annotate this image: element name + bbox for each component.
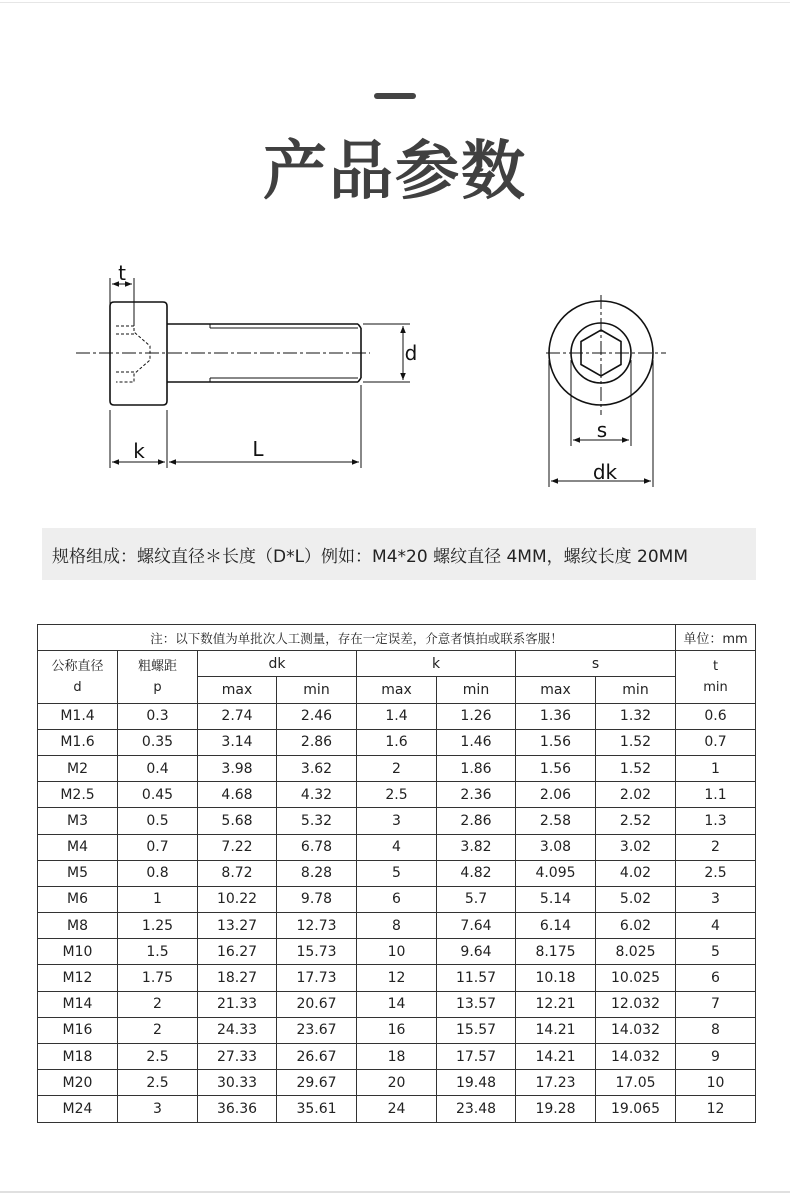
cell-s-min: 1.52 — [596, 729, 676, 755]
cell-size: M16 — [38, 1017, 118, 1043]
cell-k-min: 1.26 — [437, 703, 516, 729]
cell-k-max: 6 — [357, 886, 437, 912]
cell-t-min: 8 — [676, 1017, 756, 1043]
cell-pitch: 2 — [118, 1017, 198, 1043]
cell-t-min: 6 — [676, 965, 756, 991]
cell-k-min: 15.57 — [437, 1017, 516, 1043]
cell-dk-max: 18.27 — [198, 965, 277, 991]
cell-pitch: 2 — [118, 991, 198, 1017]
cell-size: M6 — [38, 886, 118, 912]
cell-k-max: 16 — [357, 1017, 437, 1043]
cell-size: M3 — [38, 808, 118, 834]
cell-dk-max: 36.36 — [198, 1096, 277, 1122]
cell-t-min: 0.7 — [676, 729, 756, 755]
cell-t-min: 12 — [676, 1096, 756, 1122]
cell-dk-min: 15.73 — [277, 939, 357, 965]
cell-k-min: 2.86 — [437, 808, 516, 834]
cell-k-min: 7.64 — [437, 913, 516, 939]
header-k-min: min — [437, 677, 516, 703]
cell-s-min: 10.025 — [596, 965, 676, 991]
cell-dk-min: 17.73 — [277, 965, 357, 991]
cell-k-max: 14 — [357, 991, 437, 1017]
cell-t-min: 9 — [676, 1044, 756, 1070]
label-t: t — [118, 261, 126, 285]
cell-s-min: 4.02 — [596, 860, 676, 886]
cell-k-max: 2.5 — [357, 782, 437, 808]
table-row — [38, 939, 756, 965]
cell-pitch: 0.35 — [118, 729, 198, 755]
cell-dk-max: 13.27 — [198, 913, 277, 939]
cell-s-max: 4.095 — [516, 860, 596, 886]
bottom-divider — [0, 1191, 790, 1193]
table-row — [38, 782, 756, 808]
cell-k-min: 1.86 — [437, 755, 516, 781]
cell-t-min: 1 — [676, 755, 756, 781]
table-row — [38, 991, 756, 1017]
cell-pitch: 0.4 — [118, 755, 198, 781]
cell-k-max: 4 — [357, 834, 437, 860]
cell-dk-min: 5.32 — [277, 808, 357, 834]
cell-size: M2.5 — [38, 782, 118, 808]
cell-k-min: 9.64 — [437, 939, 516, 965]
cell-dk-max: 2.74 — [198, 703, 277, 729]
cell-s-min: 2.02 — [596, 782, 676, 808]
cell-dk-max: 4.68 — [198, 782, 277, 808]
cell-t-min: 7 — [676, 991, 756, 1017]
cell-pitch: 0.7 — [118, 834, 198, 860]
cell-dk-max: 30.33 — [198, 1070, 277, 1096]
cell-s-max: 14.21 — [516, 1044, 596, 1070]
cell-size: M1.6 — [38, 729, 118, 755]
label-d: d — [404, 341, 418, 365]
cell-dk-min: 26.67 — [277, 1044, 357, 1070]
header-t — [676, 651, 756, 703]
cell-dk-min: 35.61 — [277, 1096, 357, 1122]
cell-pitch: 1 — [118, 886, 198, 912]
cell-dk-min: 4.32 — [277, 782, 357, 808]
cell-k-min: 11.57 — [437, 965, 516, 991]
cell-size: M2 — [38, 755, 118, 781]
cell-s-max: 5.14 — [516, 886, 596, 912]
table-row — [38, 755, 756, 781]
cell-s-min: 14.032 — [596, 1044, 676, 1070]
cell-size: M14 — [38, 991, 118, 1017]
cell-size: M10 — [38, 939, 118, 965]
cell-size: M12 — [38, 965, 118, 991]
header-pitch-label: 粗螺距 — [137, 658, 177, 674]
spec-format-text: 规格组成：螺纹直径＊长度（D*L）例如：M4*20 螺纹直径 4MM，螺纹长度 20MM — [52, 546, 689, 567]
table-note-row — [38, 625, 756, 651]
table-row — [38, 729, 756, 755]
cell-s-min: 12.032 — [596, 991, 676, 1017]
cell-t-min: 4 — [676, 913, 756, 939]
cell-t-min: 5 — [676, 939, 756, 965]
cell-s-min: 1.32 — [596, 703, 676, 729]
header-s-min: min — [596, 677, 676, 703]
cell-s-max: 6.14 — [516, 913, 596, 939]
table-row — [38, 965, 756, 991]
table-row — [38, 1017, 756, 1043]
cell-dk-max: 16.27 — [198, 939, 277, 965]
cell-s-max: 14.21 — [516, 1017, 596, 1043]
spec-format-banner — [42, 528, 756, 580]
cell-s-max: 1.36 — [516, 703, 596, 729]
screw-dimension-diagram — [0, 250, 790, 500]
cell-s-min: 1.52 — [596, 755, 676, 781]
cell-dk-min: 23.67 — [277, 1017, 357, 1043]
cell-k-max: 1.4 — [357, 703, 437, 729]
cell-k-max: 2 — [357, 755, 437, 781]
cell-dk-min: 6.78 — [277, 834, 357, 860]
cell-dk-min: 8.28 — [277, 860, 357, 886]
cell-s-max: 10.18 — [516, 965, 596, 991]
cell-dk-max: 7.22 — [198, 834, 277, 860]
header-group-dk: dk — [198, 651, 357, 677]
cell-size: M4 — [38, 834, 118, 860]
cell-dk-min: 20.67 — [277, 991, 357, 1017]
label-L: L — [252, 437, 264, 461]
header-t-min: min — [703, 679, 728, 695]
cell-pitch: 2.5 — [118, 1044, 198, 1070]
table-row — [38, 1096, 756, 1122]
cell-dk-max: 8.72 — [198, 860, 277, 886]
cell-t-min: 3 — [676, 886, 756, 912]
cell-k-min: 1.46 — [437, 729, 516, 755]
cell-k-min: 3.82 — [437, 834, 516, 860]
cell-s-max: 1.56 — [516, 729, 596, 755]
cell-pitch: 1.5 — [118, 939, 198, 965]
cell-dk-min: 2.86 — [277, 729, 357, 755]
cell-dk-min: 3.62 — [277, 755, 357, 781]
header-nominal-diameter — [38, 651, 118, 703]
cell-k-max: 12 — [357, 965, 437, 991]
table-row — [38, 913, 756, 939]
cell-s-max: 19.28 — [516, 1096, 596, 1122]
cell-size: M20 — [38, 1070, 118, 1096]
cell-size: M24 — [38, 1096, 118, 1122]
parameter-table — [37, 624, 756, 1123]
table-row — [38, 808, 756, 834]
header-t-label: t — [712, 658, 719, 674]
cell-pitch: 1.75 — [118, 965, 198, 991]
page-title: 产品参数 — [263, 135, 527, 209]
table-row — [38, 1070, 756, 1096]
cell-k-min: 23.48 — [437, 1096, 516, 1122]
table-row — [38, 703, 756, 729]
unit-label: 单位：mm — [676, 625, 756, 651]
cell-dk-max: 5.68 — [198, 808, 277, 834]
screw-end-view — [546, 295, 666, 415]
cell-pitch: 0.3 — [118, 703, 198, 729]
header-dk-min: min — [277, 677, 357, 703]
cell-s-min: 6.02 — [596, 913, 676, 939]
cell-s-max: 1.56 — [516, 755, 596, 781]
cell-t-min: 2.5 — [676, 860, 756, 886]
cell-s-max: 3.08 — [516, 834, 596, 860]
cell-k-max: 1.6 — [357, 729, 437, 755]
cell-pitch: 0.5 — [118, 808, 198, 834]
cell-s-max: 12.21 — [516, 991, 596, 1017]
header-nominal-symbol: d — [73, 679, 82, 695]
cell-s-min: 2.52 — [596, 808, 676, 834]
title-decoration-bar — [374, 93, 416, 99]
cell-pitch: 0.45 — [118, 782, 198, 808]
header-group-s: s — [516, 651, 676, 677]
cell-t-min: 0.6 — [676, 703, 756, 729]
header-k-max: max — [357, 677, 437, 703]
header-s-max: max — [516, 677, 596, 703]
cell-dk-max: 21.33 — [198, 991, 277, 1017]
cell-size: M18 — [38, 1044, 118, 1070]
cell-t-min: 2 — [676, 834, 756, 860]
cell-s-max: 8.175 — [516, 939, 596, 965]
table-row — [38, 1044, 756, 1070]
measurement-note: 注：以下数值为单批次人工测量，存在一定误差，介意者慎拍或联系客服！ — [38, 625, 676, 651]
cell-dk-max: 10.22 — [198, 886, 277, 912]
cell-size: M8 — [38, 913, 118, 939]
table-row — [38, 860, 756, 886]
label-dk: dk — [592, 460, 618, 484]
cell-dk-max: 24.33 — [198, 1017, 277, 1043]
cell-k-min: 2.36 — [437, 782, 516, 808]
table-header-row — [38, 651, 756, 677]
cell-k-min: 19.48 — [437, 1070, 516, 1096]
cell-k-min: 5.7 — [437, 886, 516, 912]
cell-k-max: 10 — [357, 939, 437, 965]
table-row — [38, 886, 756, 912]
header-dk-max: max — [198, 677, 277, 703]
table-body — [38, 703, 756, 1122]
cell-t-min: 1.1 — [676, 782, 756, 808]
cell-pitch: 0.8 — [118, 860, 198, 886]
cell-s-min: 17.05 — [596, 1070, 676, 1096]
cell-pitch: 3 — [118, 1096, 198, 1122]
cell-t-min: 1.3 — [676, 808, 756, 834]
cell-dk-max: 3.14 — [198, 729, 277, 755]
cell-k-max: 18 — [357, 1044, 437, 1070]
header-nominal-label: 公称直径 — [51, 658, 104, 674]
cell-pitch: 2.5 — [118, 1070, 198, 1096]
cell-size: M5 — [38, 860, 118, 886]
cell-s-min: 8.025 — [596, 939, 676, 965]
cell-s-min: 5.02 — [596, 886, 676, 912]
cell-s-max: 2.58 — [516, 808, 596, 834]
cell-s-min: 14.032 — [596, 1017, 676, 1043]
cell-k-min: 13.57 — [437, 991, 516, 1017]
cell-size: M1.4 — [38, 703, 118, 729]
cell-dk-min: 29.67 — [277, 1070, 357, 1096]
header-pitch — [118, 651, 198, 703]
cell-pitch: 1.25 — [118, 913, 198, 939]
header-pitch-symbol: p — [153, 679, 162, 695]
cell-t-min: 10 — [676, 1070, 756, 1096]
cell-k-max: 5 — [357, 860, 437, 886]
cell-s-min: 3.02 — [596, 834, 676, 860]
cell-dk-max: 27.33 — [198, 1044, 277, 1070]
cell-k-max: 20 — [357, 1070, 437, 1096]
screw-side-view — [76, 302, 370, 405]
cell-dk-min: 9.78 — [277, 886, 357, 912]
cell-s-min: 19.065 — [596, 1096, 676, 1122]
cell-k-min: 17.57 — [437, 1044, 516, 1070]
header-group-k: k — [357, 651, 516, 677]
cell-k-min: 4.82 — [437, 860, 516, 886]
table-row — [38, 834, 756, 860]
cell-k-max: 3 — [357, 808, 437, 834]
cell-s-max: 2.06 — [516, 782, 596, 808]
label-s: s — [596, 418, 608, 442]
label-k: k — [133, 439, 145, 463]
cell-s-max: 17.23 — [516, 1070, 596, 1096]
top-divider — [0, 2, 790, 3]
cell-dk-max: 3.98 — [198, 755, 277, 781]
cell-dk-min: 2.46 — [277, 703, 357, 729]
cell-k-max: 8 — [357, 913, 437, 939]
cell-dk-min: 12.73 — [277, 913, 357, 939]
cell-k-max: 24 — [357, 1096, 437, 1122]
